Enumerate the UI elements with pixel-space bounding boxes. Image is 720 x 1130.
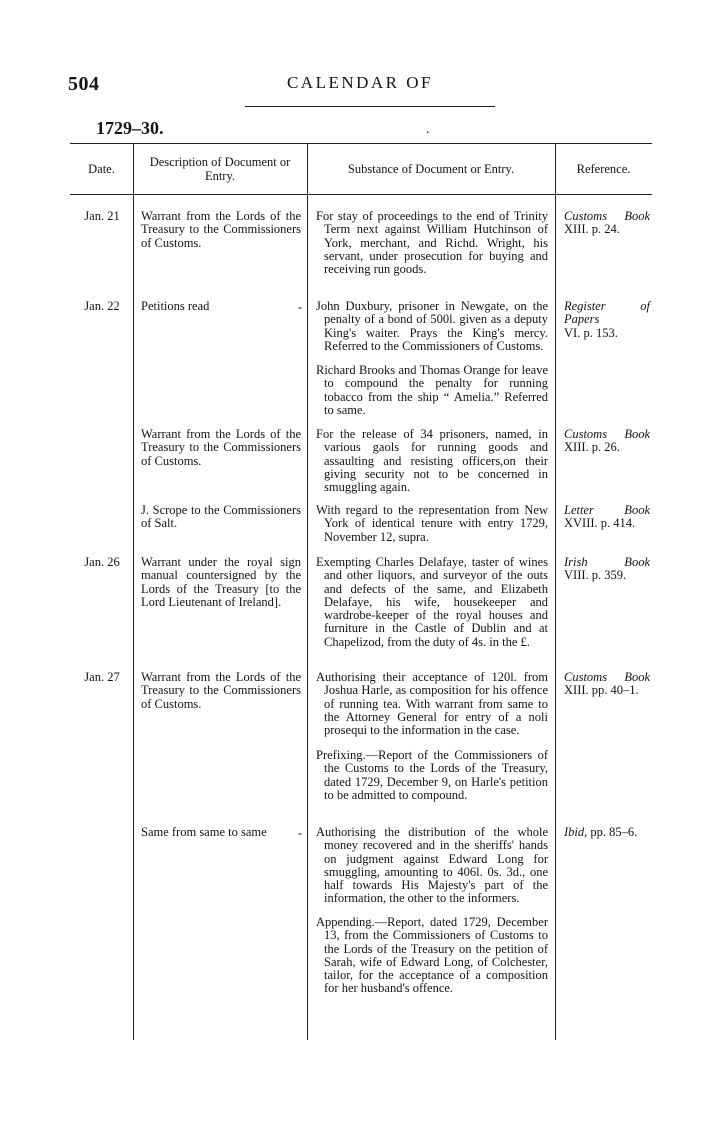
entry-substance: Authorising their acceptance of 120l. from Joshua Harle, as composition for his offence of running tea. With warrant from same to the Attorney General for entry of a noli prosequi to the information in the case.: [316, 670, 548, 738]
column-divider: [307, 143, 308, 1040]
column-divider: [555, 143, 556, 1040]
stray-mark: .: [426, 122, 430, 137]
reference-title: Irish Book: [564, 555, 650, 569]
entry-description: J. Scrope to the Commissioners of Salt.: [141, 503, 301, 531]
running-title: CALENDAR OF: [286, 73, 434, 92]
entry-reference: [564, 826, 650, 839]
entry-description: Warrant from the Lords of the Treasury to the Commissioners of Customs.: [141, 670, 301, 711]
entry-substance: With regard to the representation from New York of identical tenure with entry 1729, November 12, supra.: [316, 503, 548, 544]
entry-description: Warrant under the royal sign manual countersigned by the Lords of the Treasury [to the Lord Lieutenant of Ireland].: [141, 555, 301, 609]
reference-title: Customs Book: [564, 427, 650, 441]
reference-detail: VI. p. 153.: [564, 325, 618, 340]
entry-substance-continued: Appending.—Report, dated 1729, December 13, from the Commissioners of Customs to the Lords of the Treasury on the petition of Sarah, wife of Edward Long, of Colchester, tailor, for the acceptance of a composition for her husband's offence.: [316, 915, 548, 996]
entry-reference: [564, 428, 650, 455]
reference-title: Letter Book: [564, 503, 650, 517]
reference-title: Customs Book: [564, 209, 650, 223]
page-number: 504: [68, 73, 100, 95]
entry-description: Petitions read: [141, 299, 210, 313]
entry-reference: [564, 504, 650, 531]
reference-detail: XIII. p. 24.: [564, 222, 620, 237]
entry-reference: [564, 210, 650, 237]
entry-description: Same from same to same: [141, 825, 267, 839]
entry-substance-continued: Richard Brooks and Thomas Orange for leave to compound the penalty for running tobacco from the ship “ Amelia.” Referred to same.: [316, 363, 548, 417]
entry-substance: For stay of proceedings to the end of Trinity Term next against William Hutchinson of York, merchant, and Richd. Wright, his servant, under prosecution for buying and receiving run goods.: [316, 209, 548, 277]
entry-date: Jan. 26: [84, 555, 120, 569]
entry-substance-continued: Prefixing.—Report of the Commissioners of the Customs to the Lords of the Treasury, dated 1729, December 9, on Harle's petition to be admitted to compound.: [316, 748, 548, 802]
entry-substance: John Duxbury, prisoner in Newgate, on the penalty of a bond of 500l. given as a deputy King's waiter. Prays the King's mercy. Referred to the Commissioners of Customs.: [316, 299, 548, 353]
column-divider: [133, 143, 134, 1040]
column-header-reference: Reference.: [576, 161, 631, 176]
reference-detail: XIII. p. 26.: [564, 440, 620, 455]
reference-title: Register of Papers: [564, 299, 650, 327]
column-header-description: Description of Document or Entry.: [149, 154, 291, 183]
title-rule: [245, 106, 495, 107]
reference-detail: XIII. pp. 40–1.: [564, 683, 639, 698]
entry-date: Jan. 21: [84, 209, 120, 223]
entry-description: Warrant from the Lords of the Treasury to the Commissioners of Customs.: [141, 427, 301, 468]
entry-reference: [564, 300, 650, 340]
reference-title: Ibid,: [564, 825, 588, 839]
entry-substance: Exempting Charles Delafaye, taster of wines and other liquors, and surveyor of the outs and defects of the same, and Elizabeth Delafaye, his wife, housekeeper and wardrobe-keeper of the royal houses and furniture in the Castle of Dublin and at Chapelizod, from the duty of 4s. in the £.: [316, 555, 548, 649]
leader-dash: -: [298, 300, 303, 314]
entry-substance: For the release of 34 prisoners, named, in various gaols for running goods and assaulting and resisting officers,on their giving security not to be concerned in smuggling again.: [316, 427, 548, 495]
reference-detail: XVIII. p. 414.: [564, 516, 636, 531]
entry-date: Jan. 27: [84, 670, 120, 684]
column-header-date: Date.: [88, 161, 115, 176]
entry-substance: Authorising the distribution of the whole money recovered and in the sheriffs' hands on judgment against Edward Long for smuggling, amounting to 406l. 0s. 3d., one half towards His Majesty's part of the information, the other to the informers.: [316, 825, 548, 906]
entry-date: Jan. 22: [84, 299, 120, 313]
reference-detail: VIII. p. 359.: [564, 568, 627, 583]
table-header-rule: [70, 194, 652, 195]
entry-reference: [564, 671, 650, 698]
reference-title: Customs Book: [564, 670, 650, 684]
year-heading: 1729–30.: [96, 118, 164, 138]
reference-detail: pp. 85–6.: [590, 825, 638, 839]
leader-dash: -: [298, 826, 303, 840]
entry-reference: [564, 556, 650, 583]
entry-description: Warrant from the Lords of the Treasury to the Commissioners of Customs.: [141, 209, 301, 250]
column-header-substance: Substance of Document or Entry.: [347, 161, 515, 176]
